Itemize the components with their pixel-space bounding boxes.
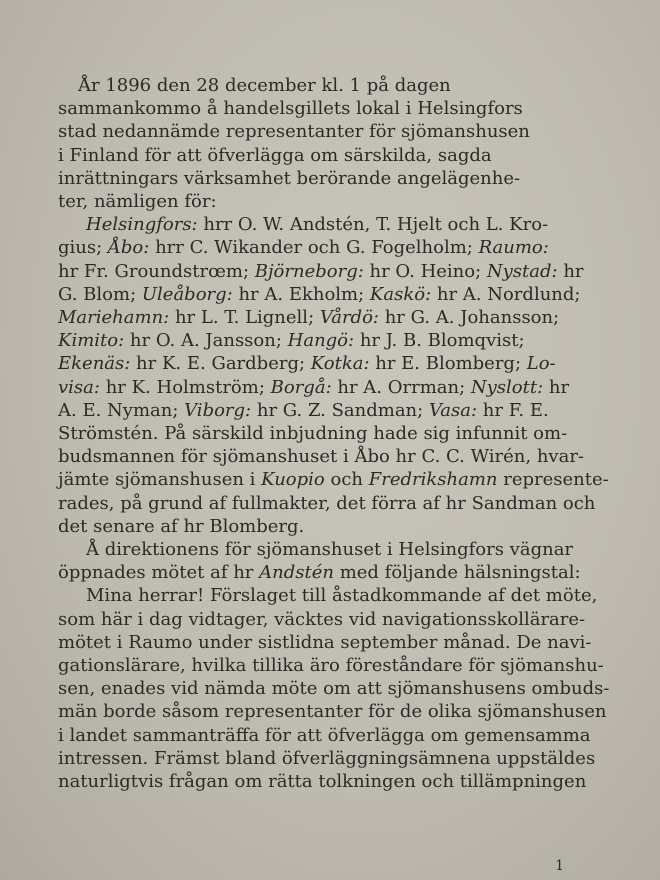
- opening-paragraph: [58, 538, 598, 584]
- intro-line: År 1896 den 28 december kl. 1 på dagen: [78, 75, 451, 96]
- text-run: hr O. Heino;: [363, 260, 487, 282]
- text-line: Å direktionens för sjömanshuset i Helsingfors vägnar: [86, 539, 574, 561]
- place-name: Helsingfors:: [86, 214, 198, 236]
- text-line: [58, 329, 598, 352]
- place-name: Kimito:: [58, 330, 125, 352]
- text-line: budsmannen för sjömanshuset i Åbo hr C. C. Wirén, hvar-: [58, 446, 585, 468]
- text-line: [58, 236, 598, 259]
- text-line: [58, 213, 598, 236]
- speech-line: Mina herrar! Förslaget till åstadkommande af det möte,: [86, 585, 598, 607]
- intro-paragraph: [58, 74, 598, 213]
- text-line: [58, 352, 598, 375]
- place-name: visa:: [58, 376, 100, 398]
- text-run: hr: [543, 376, 570, 398]
- text-run: öppnades mötet af hr: [58, 562, 260, 584]
- intro-line: sammankommo å handelsgillets lokal i Helsingfors: [58, 98, 523, 120]
- speech-line: sen, enades vid nämda möte om att sjömanshusens ombuds-: [58, 678, 610, 700]
- text-line: [58, 468, 609, 491]
- place-name: Kaskö:: [369, 283, 432, 305]
- speech-paragraph: [58, 584, 610, 793]
- place-name: Fredrikshamn: [368, 469, 498, 491]
- speech-line: intressen. Främst bland öfverläggningsämnena uppstäldes: [58, 747, 596, 769]
- place-name: Hangö:: [287, 330, 355, 352]
- text-run: represente-: [497, 469, 609, 491]
- text-line: rades, på grund af fullmakter, det förra af hr Sandman och: [58, 492, 596, 514]
- text-run: hrr O. W. Andstén, T. Hjelt och L. Kro-: [197, 214, 549, 236]
- speech-line: naturligtvis frågan om rätta tolkningen och tillämpningen: [58, 771, 587, 793]
- text-run: gius;: [58, 237, 108, 259]
- text-run: och: [324, 469, 369, 491]
- text-run: hr A. Ekholm;: [232, 283, 370, 305]
- text-run: jämte sjömanshusen i: [58, 469, 262, 491]
- speech-line: mötet i Raumo under sistlidna september månad. De navi-: [58, 631, 592, 653]
- speech-line: som här i dag vidtager, väcktes vid navigationsskollärare-: [58, 608, 586, 630]
- text-run: hr Fr. Groundstrœm;: [58, 260, 255, 282]
- place-name: Vårdö:: [319, 307, 379, 329]
- place-name: Uleåborg:: [141, 283, 233, 305]
- place-name: Nystad:: [486, 260, 558, 282]
- text-run: A. E. Nyman;: [58, 399, 185, 421]
- text-line: [58, 399, 598, 422]
- place-name: Ekenäs:: [58, 353, 131, 375]
- representatives-paragraph: [58, 213, 609, 538]
- intro-line: inrättningars värksamhet berörande angelägenhe-: [58, 167, 521, 189]
- person-name: Andstén: [259, 562, 334, 584]
- text-run: hr K. E. Gardberg;: [130, 353, 311, 375]
- text-run: med följande hälsningstal:: [333, 562, 581, 584]
- speech-line: i landet sammanträffa för att öfverlägga om gemensamma: [58, 724, 591, 746]
- text-run: hr O. A. Jansson;: [124, 330, 288, 352]
- text-line: [58, 283, 598, 306]
- text-run: hr L. T. Lignell;: [169, 307, 320, 329]
- place-name: Vasa:: [428, 399, 478, 421]
- text-run: G. Blom;: [58, 283, 142, 305]
- text-line: [58, 306, 598, 329]
- text-run: hr A. Nordlund;: [431, 283, 581, 305]
- text-line: [58, 376, 598, 399]
- intro-line: ter, nämligen för:: [58, 191, 217, 213]
- place-name: Lo-: [526, 353, 556, 375]
- place-name: Björneborg:: [254, 260, 364, 282]
- place-name: Nyslott:: [470, 376, 544, 398]
- body-text: [58, 74, 610, 793]
- speech-line: män borde såsom representanter för de olika sjömanshusen: [58, 701, 607, 723]
- place-name: Borgå:: [270, 376, 332, 398]
- text-run: hr J. B. Blomqvist;: [354, 330, 525, 352]
- place-name: Viborg:: [184, 399, 252, 421]
- intro-line: i Finland för att öfverlägga om särskilda, sagda: [58, 144, 492, 166]
- intro-line: stad nedannämde representanter för sjömanshusen: [58, 121, 530, 143]
- text-run: hr E. Blomberg;: [369, 353, 527, 375]
- text-run: hr K. Holmström;: [99, 376, 271, 398]
- text-run: hr G. A. Johansson;: [378, 307, 560, 329]
- text-line: [58, 260, 598, 283]
- text-line: [58, 561, 598, 584]
- page-number: 1: [555, 858, 564, 874]
- text-run: hr F. E.: [477, 399, 549, 421]
- place-name: Kotka:: [310, 353, 370, 375]
- place-name: Mariehamn:: [58, 307, 170, 329]
- text-line: det senare af hr Blomberg.: [58, 515, 305, 537]
- place-name: Åbo:: [107, 237, 150, 259]
- text-run: hr: [557, 260, 584, 282]
- speech-line: gationslärare, hvilka tillika äro föreståndare för sjömanshu-: [58, 655, 604, 677]
- text-run: hr G. Z. Sandman;: [251, 399, 429, 421]
- place-name: Raumo:: [478, 237, 549, 259]
- place-name: Kuopio: [261, 469, 325, 491]
- text-run: hrr C. Wikander och G. Fogelholm;: [149, 237, 479, 259]
- text-line: Strömstén. På särskild inbjudning hade sig infunnit om-: [58, 423, 568, 445]
- text-run: hr A. Orrman;: [331, 376, 471, 398]
